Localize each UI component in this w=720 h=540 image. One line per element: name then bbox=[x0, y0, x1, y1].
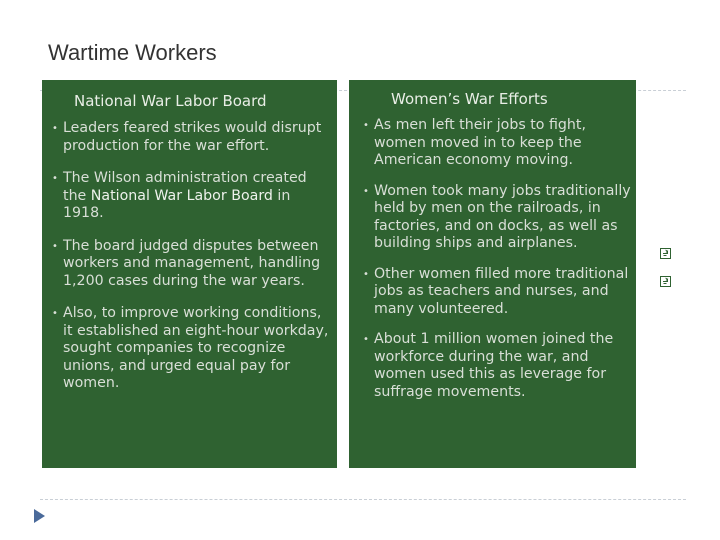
bullet-dot: • bbox=[363, 268, 369, 280]
left-bullet-list bbox=[52, 120, 334, 408]
left-panel bbox=[42, 80, 337, 468]
bullet-text: Other women filled more traditional jobs as teachers and nurses, and many volunteered. bbox=[374, 265, 629, 317]
bullet-text: Also, to improve working conditions, it established an eight-hour workday, sought companies to recognize unions, and urged equal pay for women. bbox=[63, 305, 329, 391]
play-arrow-icon bbox=[33, 508, 47, 528]
list-item bbox=[52, 170, 334, 223]
list-item bbox=[363, 266, 633, 319]
bullet-dot: • bbox=[363, 185, 369, 197]
right-panel bbox=[349, 80, 636, 468]
bullet-text-pre: The Wilson administration created the bbox=[63, 170, 307, 204]
return-link-icon[interactable] bbox=[660, 248, 671, 259]
list-item bbox=[363, 183, 633, 253]
left-panel-heading: National War Labor Board bbox=[74, 92, 267, 110]
bullet-dot: • bbox=[52, 123, 58, 134]
bullet-dot: • bbox=[363, 120, 369, 131]
list-item bbox=[52, 305, 334, 393]
bullet-text: The board judged disputes between workers and management, handling 1,200 cases during the war years. bbox=[63, 237, 321, 289]
list-item bbox=[52, 238, 334, 291]
list-item bbox=[363, 117, 633, 170]
list-item bbox=[363, 331, 633, 401]
bullet-text: Leaders feared strikes would disrupt production for the war effort. bbox=[63, 120, 322, 154]
bullet-text-post: in 1918. bbox=[63, 187, 291, 221]
bullet-highlight: National War Labor Board bbox=[90, 187, 273, 204]
slide-title: Wartime Workers bbox=[48, 40, 217, 65]
bullet-text: Women took many jobs traditionally held by men on the railroads, in factories, and on docks, as well as building ships and airplanes. bbox=[374, 182, 631, 251]
list-item bbox=[52, 120, 334, 155]
bullet-dot: • bbox=[52, 308, 58, 319]
return-link-icon[interactable] bbox=[660, 276, 671, 287]
right-panel-heading: Women’s War Efforts bbox=[391, 90, 548, 108]
right-bullet-list bbox=[363, 117, 633, 414]
bullet-text: As men left their jobs to fight, women moved in to keep the American economy moving. bbox=[374, 117, 587, 168]
bullet-text: About 1 million women joined the workforce during the war, and women used this as leverage for suffrage movements. bbox=[374, 331, 614, 400]
bullet-dot: • bbox=[52, 173, 58, 184]
bullet-dot: • bbox=[52, 240, 58, 252]
bullet-dot: • bbox=[363, 334, 369, 345]
bottom-divider bbox=[40, 499, 686, 500]
